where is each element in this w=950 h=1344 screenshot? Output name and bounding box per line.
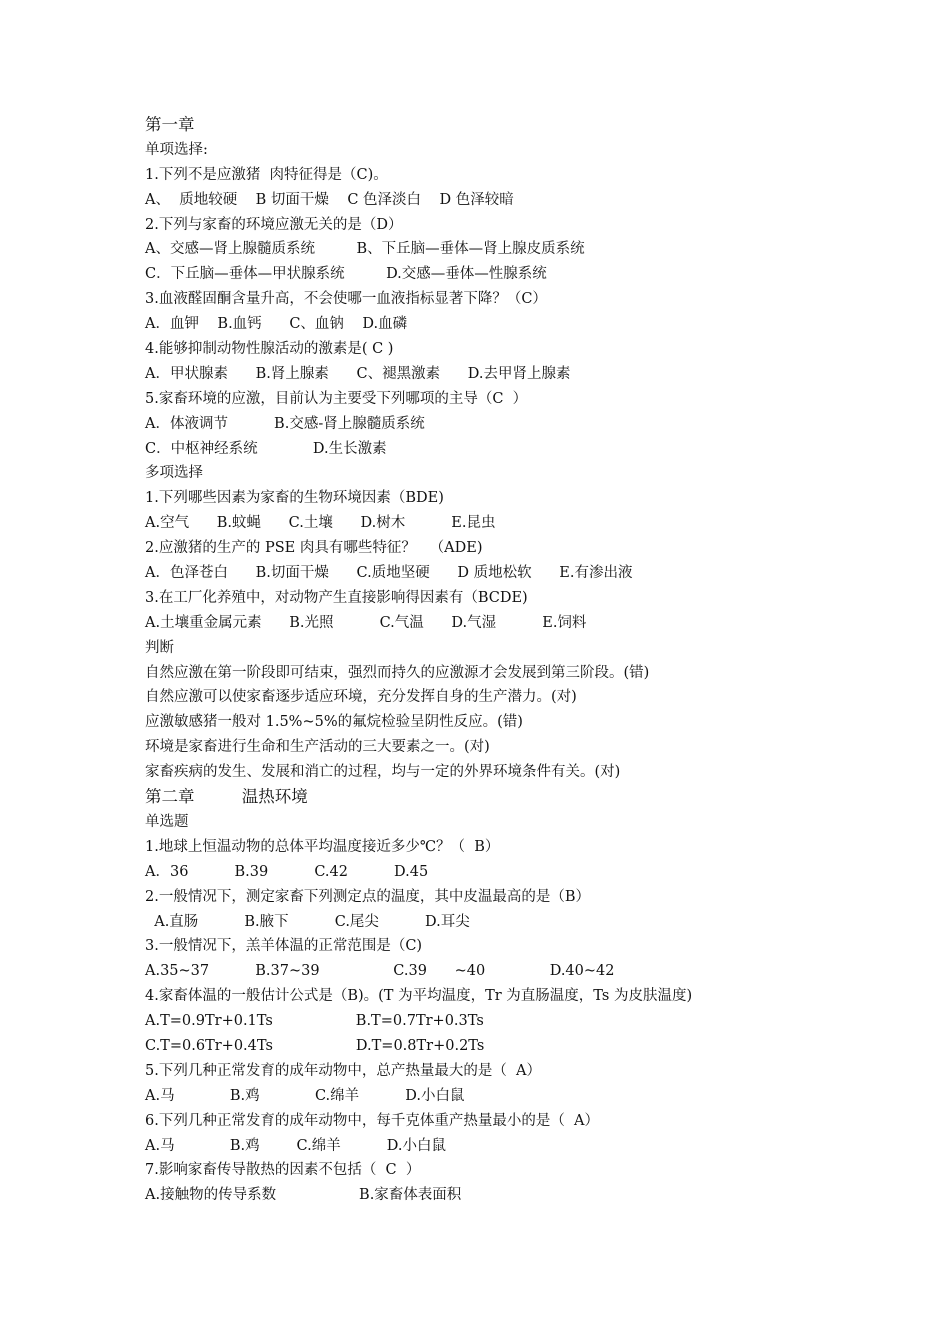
question-text: 5.家畜环境的应激，目前认为主要受下列哪项的主导（C ） [145,390,528,407]
question-text: 4.家畜体温的一般估计公式是（B)。(T 为平均温度，Tr 为直肠温度，Ts 为皮肤温度) [145,988,693,1005]
answer-options: A.空气 B.蚊蝇 C.土壤 D.树木 E.昆虫 [145,515,496,532]
answer-options: A.马 B.鸡 C.绵羊 D.小白鼠 [145,1087,465,1104]
judgment-statement: 自然应激可以使家畜逐步适应环境，充分发挥自身的生产潜力。(对) [145,689,577,706]
section-label: 多项选择 [145,465,203,482]
judgment-statement: 家畜疾病的发生、发展和消亡的过程，均与一定的外界环境条件有关。(对) [145,764,621,781]
question-text: 3.一般情况下，羔羊体温的正常范围是（C) [145,938,423,955]
question-text: 4.能够抑制动物性腺活动的激素是( C ) [145,341,394,358]
question-text: 7.影响家畜传导散热的因素不包括（ C ） [145,1162,421,1179]
answer-options: C.T=0.6Tr+0.4Ts D.T=0.8Tr+0.2Ts [145,1037,485,1054]
question-text: 5.下列几种正常发育的成年动物中，总产热量最大的是（ A） [145,1062,542,1079]
chapter-heading: 第一章 [145,115,195,134]
answer-options: A.T=0.9Tr+0.1Ts B.T=0.7Tr+0.3Ts [145,1013,484,1030]
chapter-heading: 第二章 温热环境 [145,787,308,807]
answer-options: A.直肠 B.腋下 C.尾尖 D.耳尖 [145,913,470,930]
answer-options: A.土壤重金属元素 B.光照 C.气温 D.气湿 E.饲料 [145,614,587,631]
question-text: 2.一般情况下，测定家畜下列测定点的温度，其中皮温最高的是（B） [145,888,590,905]
answer-options: C．中枢神经系统 D.生长激素 [145,440,387,457]
question-text: 2.应激猪的生产的 PSE 肉具有哪些特征？ （ADE) [145,540,483,557]
answer-options: A．甲状腺素 B.肾上腺素 C、褪黑激素 D.去甲肾上腺素 [145,365,571,382]
question-text: 1.下列不是应激猪 肉特征得是（C)。 [145,166,388,183]
judgment-statement: 自然应激在第一阶段即可结束，强烈而持久的应激源才会发展到第三阶段。(错) [145,664,650,681]
answer-options: A．血钾 B.血钙 C、血钠 D.血磷 [145,316,408,333]
answer-options: A、交感—肾上腺髓质系统 B、下丘脑—垂体—肾上腺皮质系统 [145,241,585,258]
question-text: 1.下列哪些因素为家畜的生物环境因素（BDE) [145,490,444,507]
judgment-statement: 应激敏感猪一般对 1.5%~5%的氟烷检验呈阴性反应。(错) [145,714,523,731]
question-text: 6.下列几种正常发育的成年动物中，每千克体重产热量最小的是（ A） [145,1112,600,1129]
section-label: 单选题 [145,813,189,830]
answer-options: A．体液调节 B.交感-肾上腺髓质系统 [145,415,425,432]
section-label: 判断 [145,639,174,656]
answer-options: C．下丘脑—垂体—甲状腺系统 D.交感—垂体—性腺系统 [145,266,547,283]
answer-options: A.接触物的传导系数 B.家畜体表面积 [145,1187,462,1204]
answer-options: A.马 B.鸡 C.绵羊 D.小白鼠 [145,1137,447,1154]
section-label: 单项选择: [145,141,208,158]
question-text: 3.血液醛固酮含量升高，不会使哪一血液指标显著下降？（C） [145,291,547,308]
answer-options: A．色泽苍白 B.切面干燥 C.质地坚硬 D 质地松软 E.有渗出液 [145,565,633,582]
judgment-statement: 环境是家畜进行生命和生产活动的三大要素之一。(对) [145,739,490,756]
question-text: 2.下列与家畜的环境应激无关的是（D） [145,216,403,233]
answer-options: A、 质地较硬 B 切面干燥 C 色泽淡白 D 色泽较暗 [145,191,514,208]
answer-options: A．36 B.39 C.42 D.45 [145,863,429,880]
answer-options: A.35~37 B.37~39 C.39 ~40 D.40~42 [145,963,615,980]
question-text: 1.地球上恒温动物的总体平均温度接近多少℃？（ B） [145,838,500,855]
question-text: 3.在工厂化养殖中，对动物产生直接影响得因素有（BCDE) [145,589,528,606]
